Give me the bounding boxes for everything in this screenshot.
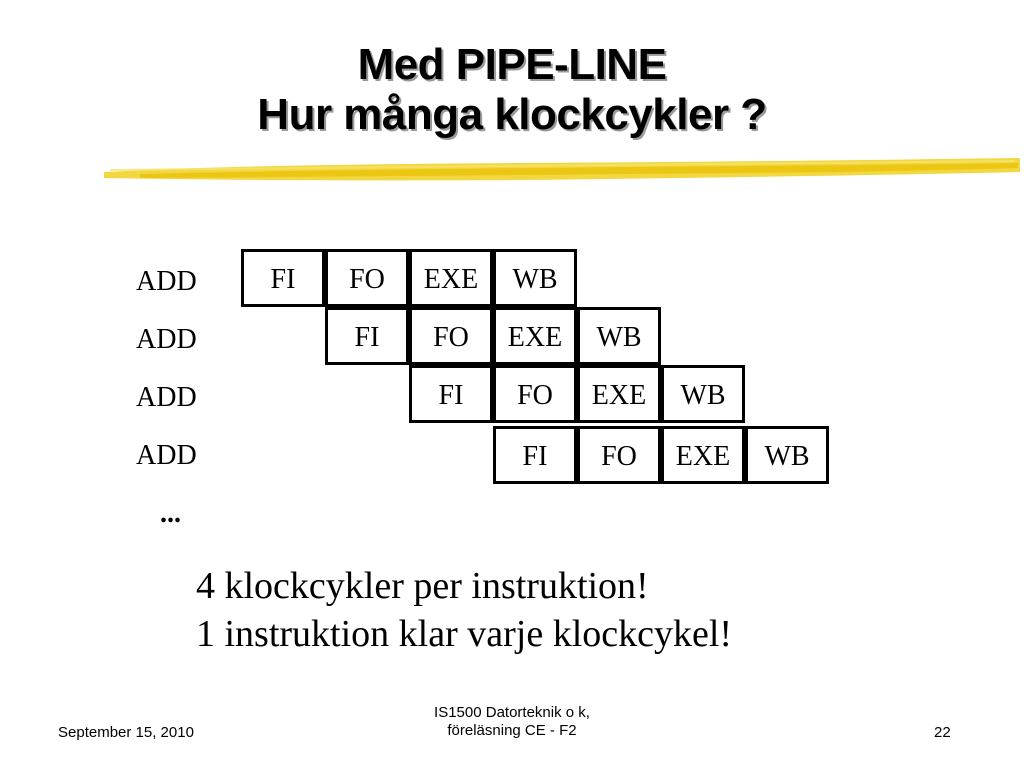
- row-label-4: ADD: [136, 440, 197, 471]
- stage-cell: FO: [493, 365, 577, 423]
- row-label-3: ADD: [136, 382, 197, 413]
- title-underline-brushstroke: [100, 150, 1024, 190]
- stage-cell: EXE: [661, 426, 745, 484]
- stage-cell: WB: [661, 365, 745, 423]
- title-line-1: Med PIPE-LINE: [357, 40, 667, 89]
- summary-line-1: 4 klockcykler per instruktion!: [196, 565, 649, 607]
- stage-cell: FO: [577, 426, 661, 484]
- stage-cell: EXE: [493, 307, 577, 365]
- stage-cell: EXE: [409, 249, 493, 307]
- footer-course: [362, 704, 662, 740]
- stage-cell: FI: [241, 249, 325, 307]
- stage-cell: WB: [745, 426, 829, 484]
- stage-cell: EXE: [577, 365, 661, 423]
- summary-line-2: 1 instruktion klar varje klockcykel!: [196, 613, 733, 655]
- stage-cell: WB: [577, 307, 661, 365]
- footer-course-line-2: föreläsning CE - F2: [447, 722, 577, 739]
- slide-title: [0, 40, 1024, 140]
- stage-cell: WB: [493, 249, 577, 307]
- stage-cell: FI: [325, 307, 409, 365]
- page-number: 22: [934, 724, 951, 741]
- footer-course-line-1: IS1500 Datorteknik o k,: [434, 704, 590, 721]
- title-line-2: Hur många klockcykler ?: [257, 90, 767, 139]
- stage-cell: FO: [325, 249, 409, 307]
- stage-cell: FO: [409, 307, 493, 365]
- stage-cell: FI: [493, 426, 577, 484]
- row-label-2: ADD: [136, 324, 197, 355]
- footer-date: September 15, 2010: [58, 724, 194, 741]
- summary-text: [196, 562, 732, 658]
- row-label-1: ADD: [136, 266, 197, 297]
- stage-cell: FI: [409, 365, 493, 423]
- ellipsis: ...: [160, 498, 181, 529]
